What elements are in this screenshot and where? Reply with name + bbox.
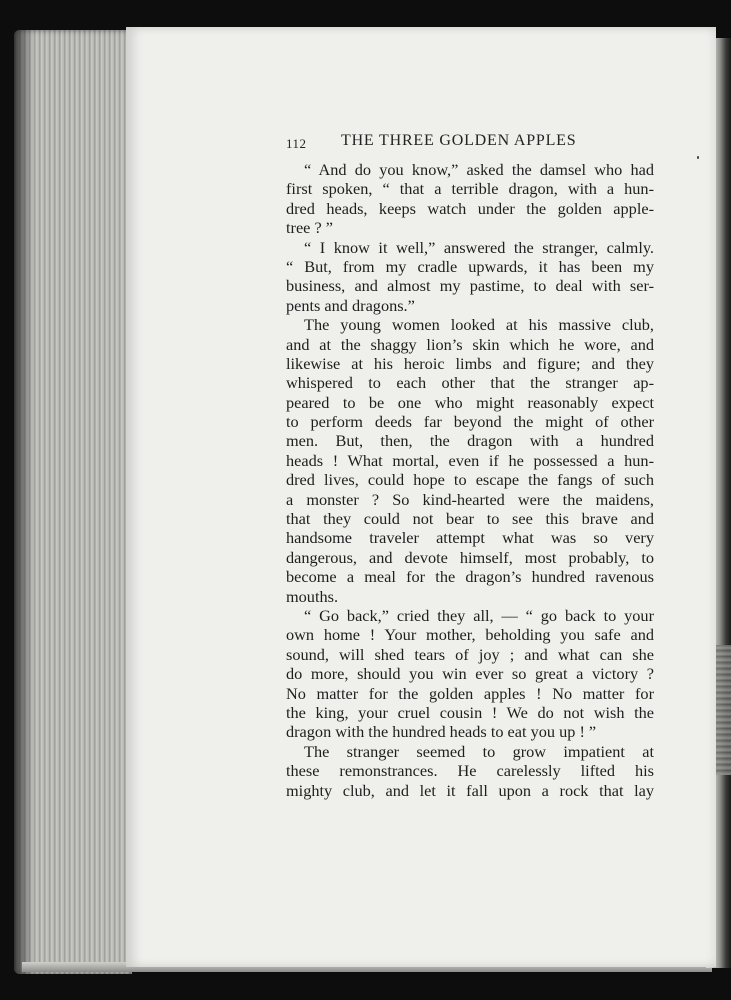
page-number: 112 [286,136,307,151]
text-line: a monster ? So kind-hearted were the maidens, [286,489,654,509]
text-line: dred lives, could hope to escape the fangs of such [286,470,654,490]
text-line: heads ! What mortal, even if he possessed a hun- [286,450,654,470]
text-line: and at the shaggy lion’s skin which he wore, and [286,334,654,354]
text-line: dangerous, and devote himself, most probably, to [286,547,654,567]
text-line: tree ? ” [286,218,333,238]
text-line: business, and almost my pastime, to deal with ser- [286,276,654,296]
text-line: own home ! Your mother, beholding you safe and [286,625,654,645]
body-text [286,160,654,800]
text-line: these remonstrances. He carelessly lifted his [286,761,654,781]
margin-mark [697,156,699,159]
text-line: become a meal for the dragon’s hundred ravenous [286,567,654,587]
text-line: peared to be one who might reasonably expect [286,392,654,412]
running-title: THE THREE GOLDEN APPLES [341,132,577,149]
text-line: The stranger seemed to grow impatient at [304,741,654,761]
text-line: The young women looked at his massive club, [304,315,654,335]
text-line: do more, should you win ever so great a victory ? [286,664,654,684]
text-line: men. But, then, the dragon with a hundred [286,431,654,451]
text-line: the king, your cruel cousin ! We do not wish the [286,702,654,722]
text-line: dred heads, keeps watch under the golden apple- [286,198,654,218]
text-line: first spoken, “ that a terrible dragon, with a hun- [286,179,654,199]
text-line: No matter for the golden apples ! No matter for [286,683,654,703]
page-edge-shadow [14,30,34,974]
text-line: handsome traveler attempt what was so very [286,528,654,548]
text-line: mighty club, and let it fall upon a rock that lay [286,780,654,800]
text-line: whispered to each other that the stranger ap- [286,373,654,393]
text-line: “ I know it well,” answered the stranger, calmly. [304,237,654,257]
text-line: pents and dragons.” [286,295,415,315]
text-line: likewise at his heroic limbs and figure; and they [286,353,654,373]
text-line: “ Go back,” cried they all, — “ go back to your [304,605,654,625]
text-line: “ But, from my cradle upwards, it has been my [286,256,654,276]
text-line: “ And do you know,” asked the damsel who had [304,160,654,179]
page-header [286,132,654,156]
text-line: that they could not bear to see this brave and [286,509,654,529]
text-line: to perform deeds far beyond the might of other [286,412,654,432]
text-line: mouths. [286,586,339,606]
text-line: dragon with the hundred heads to eat you up ! ” [286,722,597,742]
text-line: sound, will shed tears of joy ; and what can she [286,644,654,664]
